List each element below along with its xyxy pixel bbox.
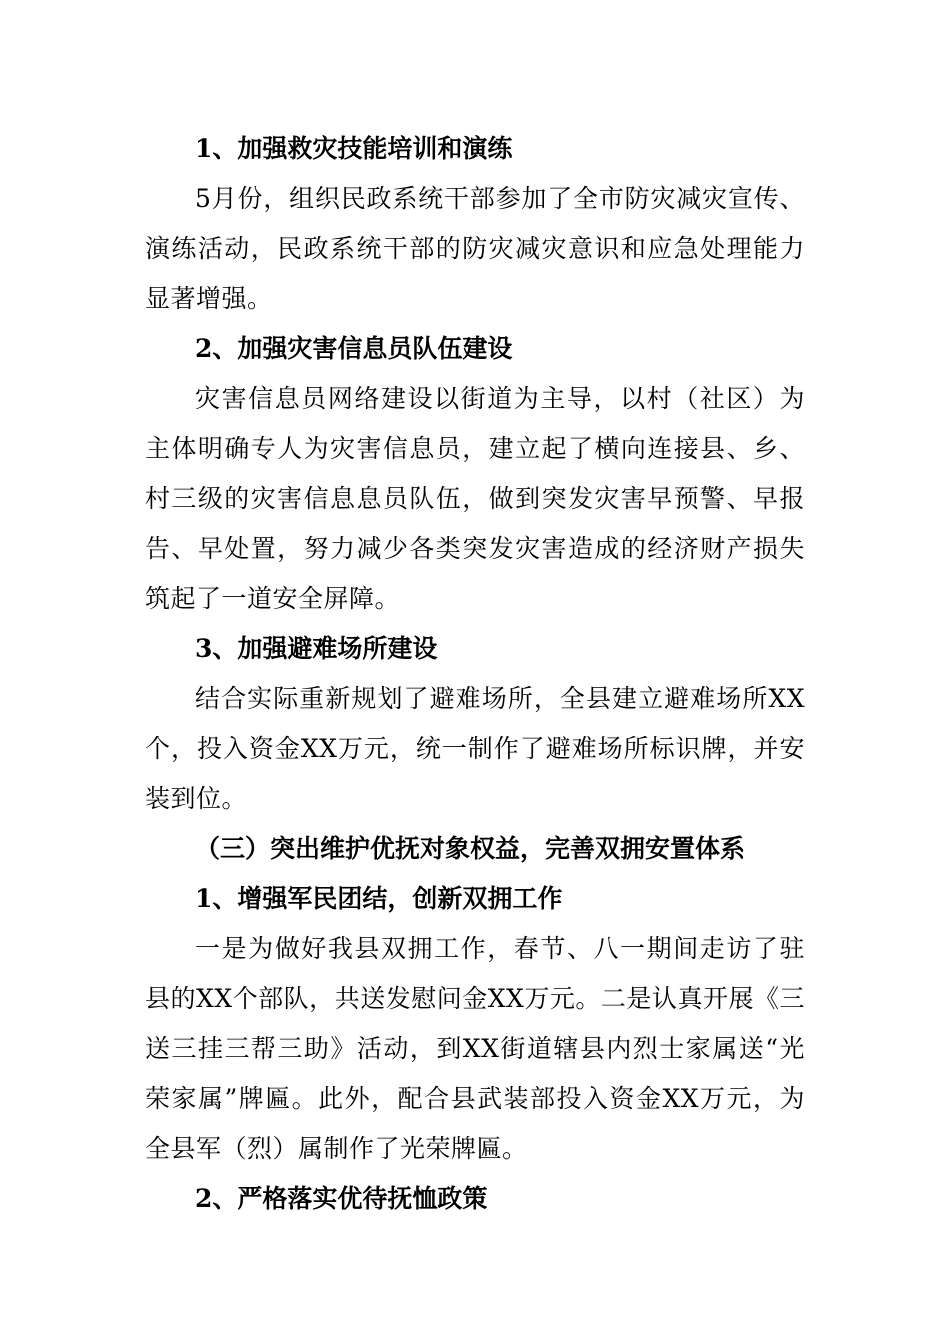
section-heading-3: 3、加强避难场所建设 <box>195 634 438 663</box>
section-heading-2: 2、加强灾害信息员队伍建设 <box>195 334 513 363</box>
paragraph-1: 5月份，组织民政系统干部参加了全市防灾减灾宣传、演练活动，民政系统干部的防灾减灾意识和应急处理能力显著增强。 <box>145 184 805 313</box>
section-heading-1: 1、加强救灾技能培训和演练 <box>195 134 513 163</box>
section-heading-5: 2、严格落实优待抚恤政策 <box>195 1184 488 1213</box>
chapter-heading-3: （三）突出维护优抚对象权益，完善双拥安置体系 <box>195 834 746 863</box>
section-heading-4: 1、增强军民团结，创新双拥工作 <box>195 884 563 913</box>
document-page <box>145 124 805 1224</box>
paragraph-3: 结合实际重新规划了避难场所，全县建立避难场所XX个，投入资金XX万元，统一制作了避难场所标识牌，并安装到位。 <box>145 684 805 813</box>
paragraph-2: 灾害信息员网络建设以街道为主导，以村（社区）为主体明确专人为灾害信息员，建立起了横向连接县、乡、村三级的灾害信息息员队伍，做到突发灾害早预警、早报告、早处置，努力减少各类突发灾害造成的经济财产损失筑起了一道安全屏障。 <box>145 384 805 613</box>
paragraph-4: 一是为做好我县双拥工作，春节、八一期间走访了驻县的XX个部队，共送发慰问金XX万元。二是认真开展《三送三挂三帮三助》活动，到XX街道辖县内烈士家属送“光荣家属”牌匾。此外，配合县武装部投入资金XX万元，为全县军（烈）属制作了光荣牌匾。 <box>145 934 805 1163</box>
